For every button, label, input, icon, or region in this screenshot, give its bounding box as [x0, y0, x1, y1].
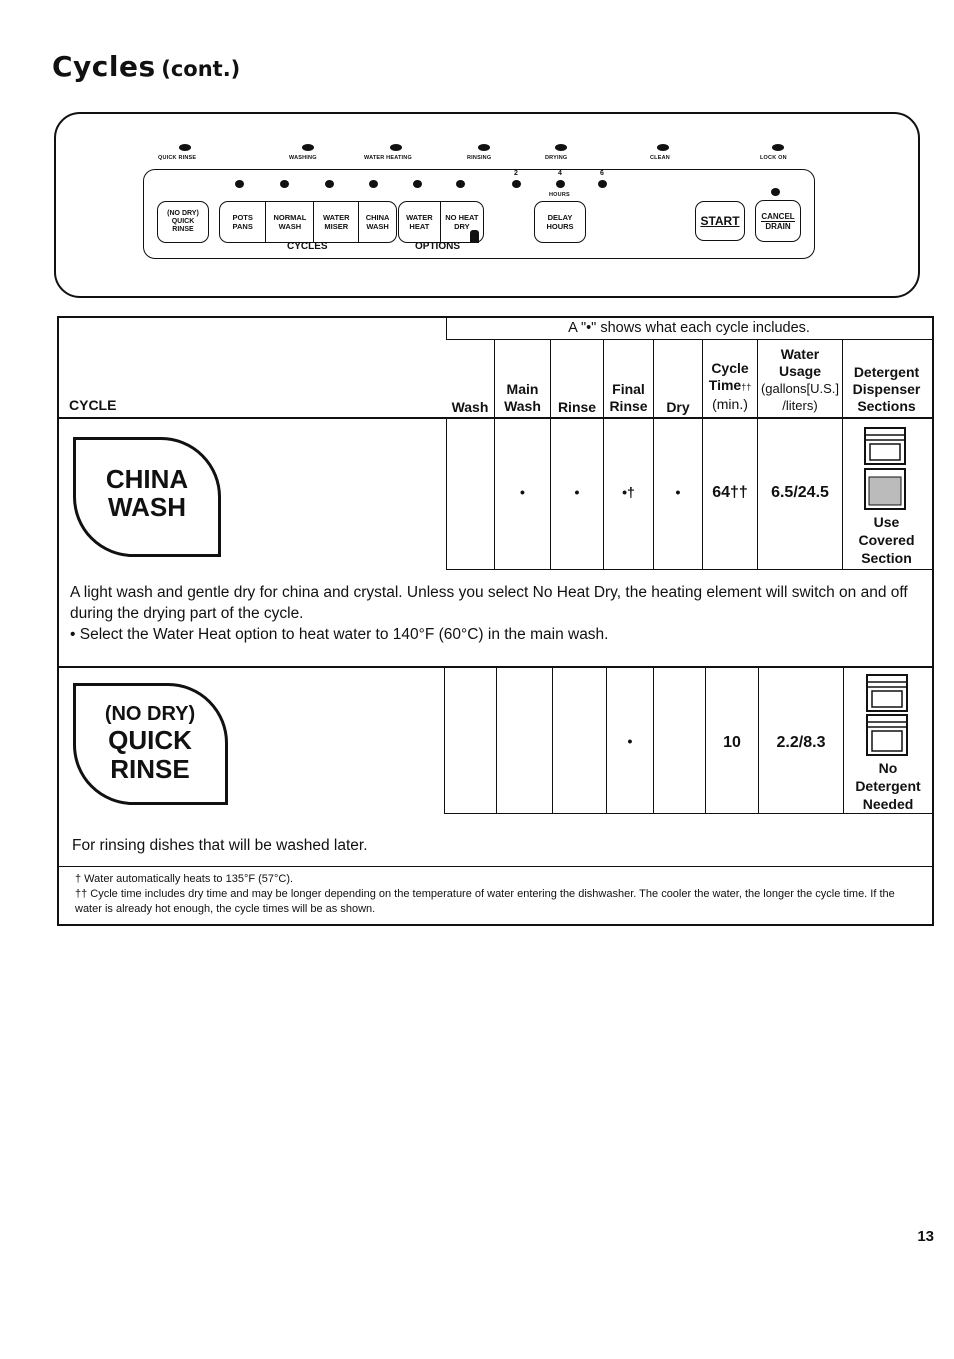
header-line: Wash [504, 398, 541, 414]
dry-cell: • [675, 484, 681, 500]
cancel-label: CANCEL [761, 211, 795, 221]
dispenser-line: No [878, 760, 898, 776]
hours-label: HOURS [549, 192, 570, 198]
indicator-label: RINSING [467, 155, 492, 161]
cycle-normal-wash-button[interactable] [265, 202, 313, 242]
main-wash-column-header [495, 381, 550, 415]
cycle-china-wash-button[interactable] [358, 202, 396, 242]
header-line: Detergent [853, 364, 920, 380]
indicator-light-icon [657, 144, 669, 151]
page-number: 13 [917, 1228, 934, 1245]
option-label: HEAT [409, 222, 430, 231]
dispenser-line: Needed [862, 796, 914, 812]
header-text: Time [708, 377, 742, 393]
badge-line: RINSE [110, 754, 190, 784]
cycle-time-cell: 64†† [712, 484, 748, 501]
header-rule [59, 417, 932, 419]
dispenser-line: Detergent [855, 778, 921, 794]
quick-rinse-line: (NO DRY) [167, 210, 199, 217]
drain-label: DRAIN [765, 221, 791, 231]
selection-dot-icon [280, 180, 289, 188]
quick-rinse-line: RINSE [172, 226, 194, 233]
cycle-label: WASH [366, 222, 389, 231]
indicator-label: CLEAN [650, 155, 670, 161]
table-caption: A "•" shows what each cycle includes. [568, 320, 810, 336]
water-usage-column-header [758, 346, 842, 414]
header-line: Sections [857, 398, 916, 414]
cycle-column-header: CYCLE [69, 397, 117, 413]
footnote-2: †† Cycle time includes dry time and may be longer depending on the temperature of water entering the dishwasher. The cooler the water, the longer the cycle time. If the water is already hot enough, the cycle times will be as shown. [75, 888, 895, 915]
selection-dot-icon [771, 188, 780, 196]
option-label: WATER [406, 213, 433, 222]
row-rule [446, 569, 932, 570]
final-rinse-cell: • [627, 733, 633, 749]
indicator-light-icon [302, 144, 314, 151]
indicator-light-icon [772, 144, 784, 151]
wash-column-header: Wash [451, 399, 489, 415]
selection-dot-icon [556, 180, 565, 188]
cycle-time-cell: 10 [723, 734, 741, 751]
cycle-label: NORMAL [273, 213, 307, 222]
option-water-heat-button[interactable] [399, 202, 440, 242]
badge-line: WASH [108, 492, 186, 522]
selection-dot-icon [369, 180, 378, 188]
header-line [703, 377, 757, 396]
quick-rinse-badge-text [80, 702, 220, 784]
cycle-label: WATER [323, 213, 350, 222]
indicator-label: LOCK ON [760, 155, 787, 161]
china-wash-note: • Select the Water Heat option to heat water to 140°F (60°C) in the main wash. [70, 626, 609, 643]
start-label: START [700, 213, 740, 228]
rinse-cell: • [574, 484, 580, 500]
page-title [52, 50, 240, 83]
indicator-label: WATER HEATING [364, 155, 412, 161]
rinse-column-header: Rinse [557, 399, 597, 415]
indicator-light-icon [478, 144, 490, 151]
column-divider [444, 668, 445, 813]
cancel-drain-button[interactable] [755, 200, 801, 242]
hours-number: 6 [600, 170, 605, 177]
header-line: Rinse [609, 398, 648, 414]
quick-rinse-line: QUICK [171, 218, 195, 225]
final-rinse-column-header [604, 381, 653, 415]
dispenser-uncovered-icon [866, 674, 908, 756]
footnote-rule [59, 866, 932, 867]
title-sub: (cont.) [161, 57, 241, 81]
indicator-label: DRYING [545, 155, 568, 161]
header-line: Dispenser [852, 381, 921, 397]
delay-hours-button[interactable] [534, 201, 586, 243]
selection-dot-icon [512, 180, 521, 188]
dispenser-line: Use [873, 514, 900, 530]
selection-dot-icon [235, 180, 244, 188]
header-line: Final [612, 381, 645, 397]
lock-icon [470, 230, 479, 243]
options-group-label: OPTIONS [415, 241, 461, 252]
cycle-pots-pans-button[interactable] [220, 202, 265, 242]
option-label: NO HEAT [445, 213, 479, 222]
row-rule [444, 813, 932, 814]
indicator-light-icon [179, 144, 191, 151]
final-rinse-cell: •† [622, 484, 635, 500]
footnote-1: † Water automatically heats to 135°F (57°C). [75, 873, 294, 885]
cycle-label: PANS [232, 222, 253, 231]
dispenser-line: Section [861, 550, 912, 566]
cycle-time-column-header [703, 360, 757, 413]
column-divider [653, 668, 654, 813]
column-divider [552, 668, 553, 813]
selection-dot-icon [413, 180, 422, 188]
badge-line: (NO DRY) [104, 703, 196, 725]
selection-dot-icon [456, 180, 465, 188]
dispenser-line: Covered [858, 532, 915, 548]
header-line: (gallons[U.S.] [760, 381, 840, 396]
title-main: Cycles [52, 50, 156, 83]
water-usage-cell: 2.2/8.3 [776, 734, 826, 751]
cycle-label: CHINA [365, 213, 390, 222]
header-line: /liters) [782, 398, 818, 413]
main-wash-cell: • [520, 484, 525, 500]
footnote-mark: †† [741, 382, 752, 392]
dispenser-covered-icon [864, 427, 906, 511]
header-line: Usage [778, 363, 822, 379]
cycles-group-label: CYCLES [287, 241, 328, 252]
cycle-water-miser-button[interactable] [313, 202, 358, 242]
header-line: Cycle [711, 360, 749, 376]
cycles-button-group [219, 201, 397, 243]
indicator-label: WASHING [289, 155, 317, 161]
badge-line: CHINA [105, 464, 189, 494]
column-divider [446, 419, 447, 570]
start-button[interactable] [695, 201, 745, 241]
quick-rinse-button[interactable] [157, 201, 209, 243]
water-usage-cell: 6.5/24.5 [771, 484, 829, 501]
dispenser-text [844, 759, 932, 813]
indicator-label: QUICK RINSE [158, 155, 197, 161]
badge-line: QUICK [108, 725, 192, 755]
delay-label: HOURS [546, 222, 574, 231]
delay-label: DELAY [547, 213, 573, 222]
selection-dot-icon [325, 180, 334, 188]
cycle-label: POTS [232, 213, 253, 222]
option-label: DRY [454, 222, 470, 231]
detergent-column-header [843, 364, 930, 415]
selection-dot-icon [598, 180, 607, 188]
column-divider [496, 668, 497, 813]
cycle-label: MISER [324, 222, 349, 231]
indicator-light-icon [555, 144, 567, 151]
cycle-label: WASH [278, 222, 302, 231]
header-line: Main [506, 381, 539, 397]
hours-number: 2 [514, 170, 519, 177]
dispenser-text [843, 513, 930, 567]
indicator-light-icon [390, 144, 402, 151]
header-line: (min.) [712, 396, 748, 412]
quick-rinse-description: For rinsing dishes that will be washed later. [72, 837, 368, 854]
header-line: Water [780, 346, 820, 362]
china-wash-description: A light wash and gentle dry for china and crystal. Unless you select No Heat Dry, the heating element will switch on and off during the drying part of the cycle. [70, 584, 908, 622]
hours-number: 4 [558, 170, 563, 177]
china-wash-badge-text [80, 465, 214, 521]
dry-column-header: Dry [666, 399, 690, 415]
